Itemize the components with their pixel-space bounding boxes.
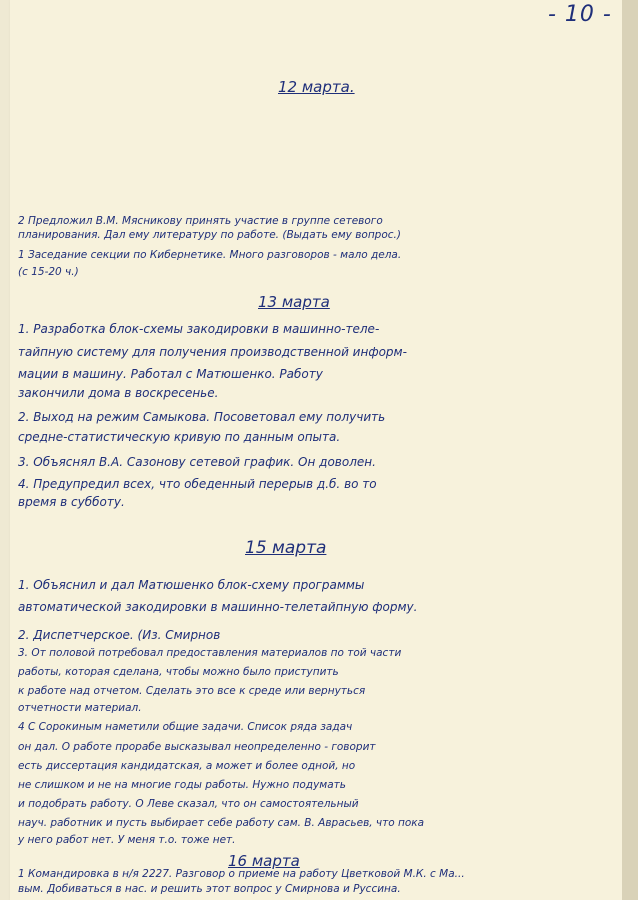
entry-line: автоматической закодировки в машинно-телетайпную форму. [18,600,418,614]
entry-line: 2. Диспетчерское. (Из. Смирнов [18,628,221,642]
entry-line: 1 Командировка в н/я 2227. Разговор о приеме на работу Цветковой М.К. с Ма... [18,868,465,880]
date-heading-16-march: 16 марта [228,852,300,870]
entry-line: закончили дома в воскресенье. [18,386,219,400]
entry-line: 3. От половой потребовал предоставления материалов по той части [18,647,402,659]
entry-line: есть диссертация кандидатская, а может и более одной, но [18,760,356,772]
page-number: - 10 - [548,2,612,27]
entry-line: он дал. О работе прорабе высказывал неопределенно - говорит [18,741,376,753]
entry-line: 2 Предложил В.М. Мясникову принять участие в группе сетевого [18,215,383,227]
entry-line: 1 Заседание секции по Кибернетике. Много разговоров - мало дела. [18,249,402,261]
entry-line: тайпную систему для получения производственной информ- [18,345,407,359]
entry-line: (с 15-20 ч.) [18,266,79,278]
entry-line: 1. Разработка блок-схемы закодировки в машинно-теле- [18,322,380,336]
entry-line: 4 С Сорокиным наметили общие задачи. Список ряда задач [18,721,353,733]
page-edge [622,0,638,900]
entry-line: науч. работник и пусть выбирает себе работу сам. В. Аврасьев, что пока [18,817,425,829]
entry-line: средне-статистическую кривую по данным опыта. [18,430,341,444]
entry-line: 3. Объяснял В.А. Сазонову сетевой график. Он доволен. [18,455,376,469]
entry-line: не слишком и не на многие годы работы. Нужно подумать [18,779,346,791]
entry-line: и подобрать работу. О Леве сказал, что он самостоятельный [18,798,359,810]
entry-line: у него работ нет. У меня т.о. тоже нет. [18,834,236,846]
entry-line: работы, которая сделана, чтобы можно было приступить [18,666,339,678]
entry-line: мации в машину. Работал с Матюшенко. Работу [18,367,323,381]
entry-line: вым. Добиваться в нас. и решить этот вопрос у Смирнова и Руссина. [18,883,401,895]
date-heading-12-march: 12 марта. [278,78,355,96]
date-heading-13-march: 13 марта [258,293,330,311]
entry-line: отчетности материал. [18,702,142,714]
entry-line: к работе над отчетом. Сделать это все к среде или вернуться [18,685,366,697]
entry-line: 4. Предупредил всех, что обеденный перерыв д.б. во то [18,477,377,491]
entry-line: время в субботу. [18,495,125,509]
entry-line: 1. Объяснил и дал Матюшенко блок-схему программы [18,578,365,592]
entry-line: 2. Выход на режим Самыкова. Посоветовал ему получить [18,410,386,424]
date-heading-15-march: 15 марта [245,538,327,558]
entry-line: планирования. Дал ему литературу по работе. (Выдать ему вопрос.) [18,229,401,241]
